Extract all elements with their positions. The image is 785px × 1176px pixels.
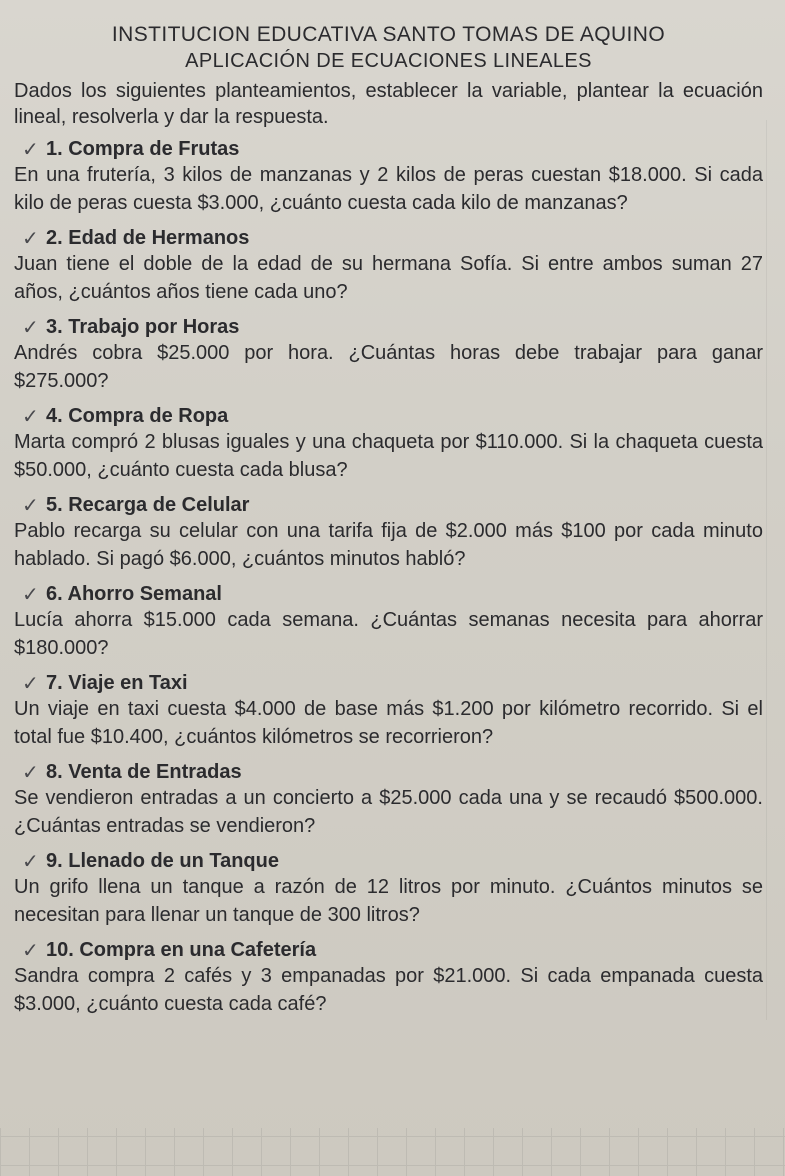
problem-title-text: 5. Recarga de Celular — [46, 494, 250, 516]
problem-text: Un grifo llena un tanque a razón de 12 litros por minuto. ¿Cuántos minutos se necesitan para llenar un tanque de 300 litros? — [14, 876, 763, 926]
problem-5 — [14, 492, 763, 573]
worksheet-header — [14, 22, 763, 74]
check-mark-icon: ✓ — [22, 673, 39, 695]
problem-title-text: 7. Viaje en Taxi — [46, 672, 188, 694]
problem-2 — [14, 225, 763, 306]
problem-title — [14, 581, 763, 607]
problem-title — [14, 225, 763, 251]
problem-text: Marta compró 2 blusas iguales y una chaqueta por $110.000. Si la chaqueta cuesta $50.000, ¿cuánto cuesta cada blusa? — [14, 431, 763, 481]
check-mark-icon: ✓ — [22, 228, 39, 250]
check-mark-icon: ✓ — [22, 940, 39, 962]
check-mark-icon: ✓ — [22, 762, 39, 784]
problem-text: Sandra compra 2 cafés y 3 empanadas por $21.000. Si cada empanada cuesta $3.000, ¿cuánto cuesta cada café? — [14, 965, 763, 1015]
problem-title — [14, 759, 763, 785]
problem-title-text: 1. Compra de Frutas — [46, 138, 240, 160]
check-mark-icon: ✓ — [22, 317, 39, 339]
problem-text: Andrés cobra $25.000 por hora. ¿Cuántas horas debe trabajar para ganar $275.000? — [14, 342, 763, 392]
problem-title — [14, 848, 763, 874]
problem-6 — [14, 581, 763, 662]
problem-title-text: 8. Venta de Entradas — [46, 761, 242, 783]
problem-title — [14, 492, 763, 518]
problem-8 — [14, 759, 763, 840]
problem-list — [14, 136, 763, 1018]
problem-9 — [14, 848, 763, 929]
paper-margin-line — [766, 120, 767, 1020]
school-name: INSTITUCION EDUCATIVA SANTO TOMAS DE AQUINO — [111, 23, 666, 46]
problem-text: Un viaje en taxi cuesta $4.000 de base más $1.200 por kilómetro recorrido. Si el total fue $10.400, ¿cuántos kilómetros se recorrieron? — [14, 698, 763, 748]
problem-title-text: 3. Trabajo por Horas — [46, 316, 240, 338]
graph-paper-grid — [0, 1128, 785, 1176]
problem-title-text: 10. Compra en una Cafetería — [46, 939, 317, 961]
worksheet-title: APLICACIÓN DE ECUACIONES LINEALES — [185, 50, 592, 72]
check-mark-icon: ✓ — [22, 851, 39, 873]
problem-text: En una frutería, 3 kilos de manzanas y 2 kilos de peras cuestan $18.000. Si cada kilo de peras cuesta $3.000, ¿cuánto cuesta cada kilo de manzanas? — [14, 164, 763, 214]
problem-text: Lucía ahorra $15.000 cada semana. ¿Cuántas semanas necesita para ahorrar $180.000? — [14, 609, 763, 659]
problem-1 — [14, 136, 763, 217]
problem-3 — [14, 314, 763, 395]
problem-title-text: 6. Ahorro Semanal — [46, 583, 222, 605]
problem-title — [14, 403, 763, 429]
problem-title-text: 4. Compra de Ropa — [46, 405, 229, 427]
problem-title-text: 2. Edad de Hermanos — [46, 227, 250, 249]
problem-7 — [14, 670, 763, 751]
problem-10 — [14, 937, 763, 1018]
problem-text: Se vendieron entradas a un concierto a $25.000 cada una y se recaudó $500.000. ¿Cuántas entradas se vendieron? — [14, 787, 763, 837]
problem-title — [14, 314, 763, 340]
problem-title — [14, 136, 763, 162]
check-mark-icon: ✓ — [22, 584, 39, 606]
check-mark-icon: ✓ — [22, 495, 39, 517]
problem-4 — [14, 403, 763, 484]
problem-title — [14, 670, 763, 696]
instructions: Dados los siguientes planteamientos, establecer la variable, plantear la ecuación lineal, resolverla y dar la respuesta. — [14, 80, 763, 128]
problem-title-text: 9. Llenado de un Tanque — [46, 850, 279, 872]
check-mark-icon: ✓ — [22, 406, 39, 428]
problem-title — [14, 937, 763, 963]
problem-text: Pablo recarga su celular con una tarifa fija de $2.000 más $100 por cada minuto hablado. Si pagó $6.000, ¿cuántos minutos habló? — [14, 520, 763, 570]
check-mark-icon: ✓ — [22, 139, 39, 161]
problem-text: Juan tiene el doble de la edad de su hermana Sofía. Si entre ambos suman 27 años, ¿cuántos años tiene cada uno? — [14, 253, 763, 303]
